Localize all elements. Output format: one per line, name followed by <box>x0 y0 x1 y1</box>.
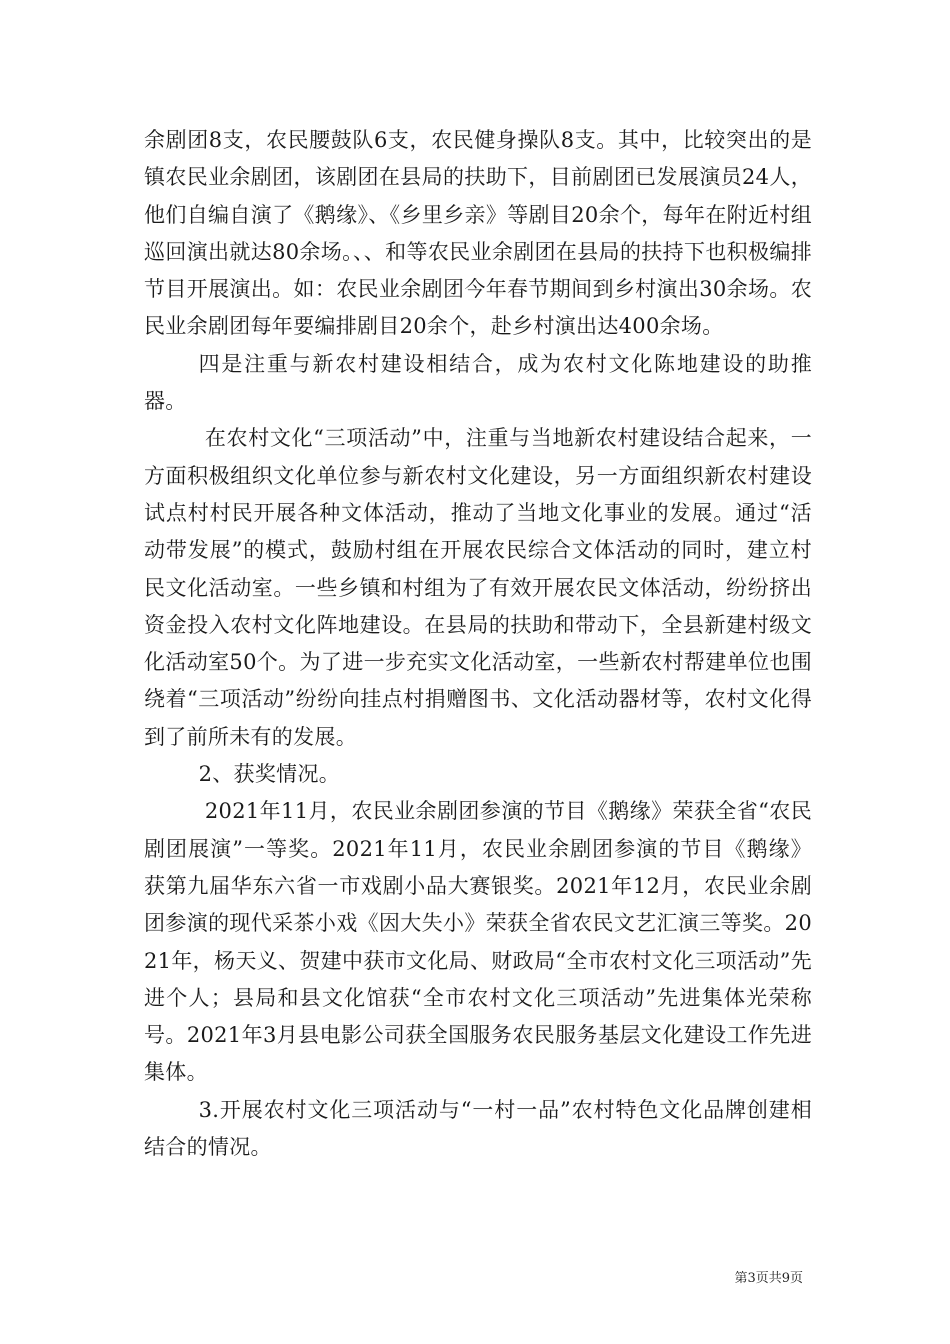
paragraph-three-activities: 在农村文化“三项活动”中，注重与当地新农村建设结合起来，一方面积极组织文化单位参与新农村文化建设，另一方面组织新农村建设试点村村民开展各种文体活动，推动了当地文化事业的发展。通过“活动带发展”的模式，鼓励村组在开展农民综合文体活动的同时，建立村民文化活动室。一些乡镇和村组为了有效开展农民文体活动，纷纷挤出资金投入农村文化阵地建设。在县局的扶助和带动下，全县新建村级文化活动室50个。为了进一步充实文化活动室，一些新农村帮建单位也围绕着“三项活动”纷纷向挂点村捐赠图书、文化活动器材等，农村文化得到了前所未有的发展。 <box>144 426 812 749</box>
heading-section-three: 3.开展农村文化三项活动与“一村一品”农村特色文化品牌创建相结合的情况。 <box>144 1097 812 1160</box>
paragraph-awards: 2021年11月，农民业余剧团参演的节目《鹅缘》荣获全省“农民剧团展演”一等奖。2021年11月，农民业余剧团参演的节目《鹅缘》获第九届华东六省一市戏剧小品大赛银奖。2021年12月，农民业余剧团参演的现代采茶小戏《因大失小》荣获全省农民文艺汇演三等奖。2021年，杨天义、贺建中获市文化局、财政局“全市农村文化三项活动”先进个人；县局和县文化馆获“全市农村文化三项活动”先进集体光荣称号。2021年3月县电影公司获全国服务农民服务基层文化建设工作先进集体。 <box>144 799 812 1085</box>
paragraph-troupes: 余剧团8支，农民腰鼓队6支，农民健身操队8支。其中，比较突出的是镇农民业余剧团，该剧团在县局的扶助下，目前剧团已发展演员24人，他们自编自演了《鹅缘》、《乡里乡亲》等剧目20余个，每年在附近村组巡回演出就达80余场。、、和等农民业余剧团在县局的扶持下也积极编排节目开展演出。如：农民业余剧团今年春节期间到乡村演出30余场。农民业余剧团每年要编排剧目20余个，赴乡村演出达400余场。 <box>144 128 812 339</box>
page-number: 第3页共9页 <box>734 1271 803 1286</box>
document-body <box>144 122 812 1166</box>
heading-awards: 2、获奖情况。 <box>198 762 341 787</box>
paragraph-point-four: 四是注重与新农村建设相结合，成为农村文化陈地建设的助推器。 <box>144 351 812 414</box>
